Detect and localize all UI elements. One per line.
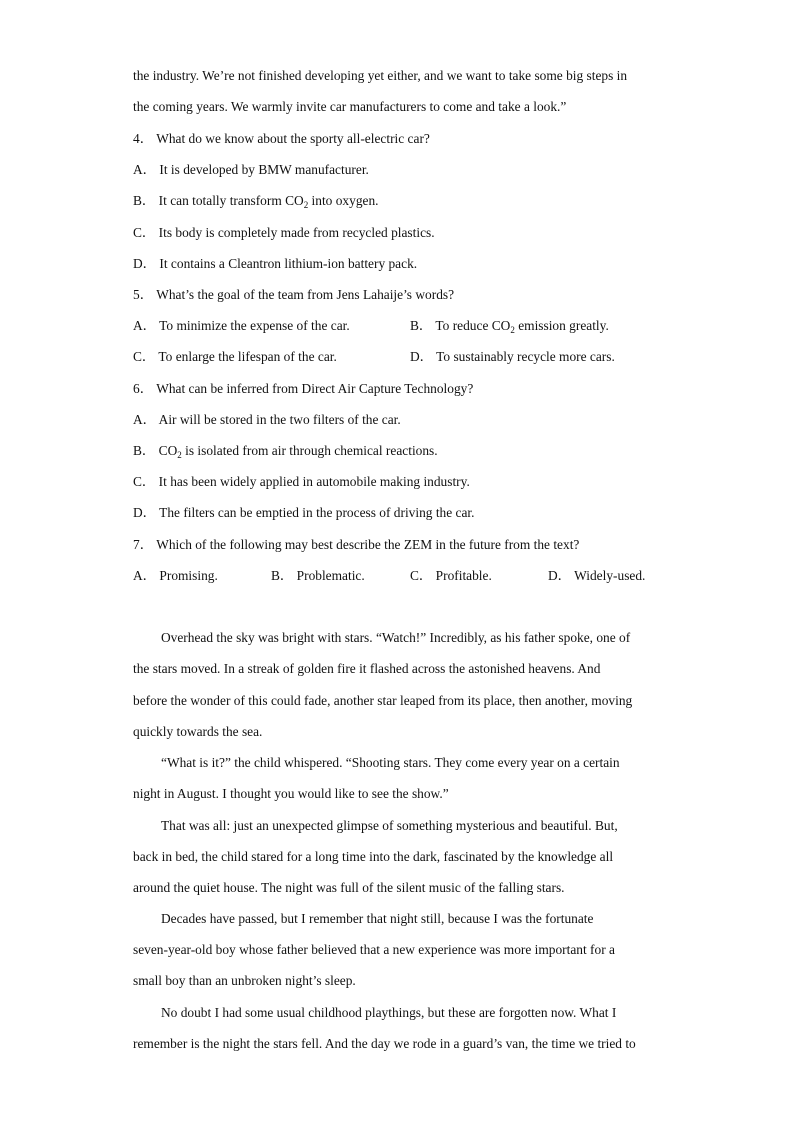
question-4-option-b: B． It can totally transform $CO_2$ into oxygen. — [133, 193, 379, 210]
question-4-stem: 4． What do we know about the sporty all-electric car? — [133, 131, 430, 146]
passage-line: quickly towards the sea. — [133, 724, 263, 739]
question-7-option-c: C． Profitable. — [410, 568, 492, 583]
question-6-option-c: C． It has been widely applied in automobile making industry. — [133, 474, 470, 489]
question-6-option-a: A． Air will be stored in the two filters of the car. — [133, 412, 401, 427]
question-7-option-d: D． Widely-used. — [548, 568, 646, 583]
passage-line: night in August. I thought you would like to see the show.” — [133, 786, 449, 801]
question-5-stem: 5． What’s the goal of the team from Jens Lahaije’s words? — [133, 287, 455, 302]
question-5-option-a: A． To minimize the expense of the car. — [133, 318, 350, 333]
passage-line: before the wonder of this could fade, another star leaped from its place, then another, moving — [133, 693, 633, 708]
question-5-option-c: C． To enlarge the lifespan of the car. — [133, 349, 337, 364]
question-6-option-d: D． The filters can be emptied in the process of driving the car. — [133, 505, 475, 520]
passage-line: No doubt I had some usual childhood playthings, but these are forgotten now. What I — [161, 1005, 617, 1020]
passage-line: remember is the night the stars fell. And the day we rode in a guard’s van, the time we tried to — [133, 1036, 636, 1051]
passage-line: seven-year-old boy whose father believed that a new experience was more important for a — [133, 942, 615, 957]
passage-line: Overhead the sky was bright with stars. “Watch!” Incredibly, as his father spoke, one of — [161, 630, 631, 645]
passage-line: the coming years. We warmly invite car manufacturers to come and take a look.” — [133, 99, 567, 114]
passage-line: Decades have passed, but I remember that night still, because I was the fortunate — [161, 911, 594, 926]
passage-line: back in bed, the child stared for a long time into the dark, fascinated by the knowledge all — [133, 849, 614, 864]
question-7-stem: 7． Which of the following may best describe the ZEM in the future from the text? — [133, 537, 580, 552]
passage-line: small boy than an unbroken night’s sleep. — [133, 973, 356, 988]
question-5-option-b: B． To reduce $CO_2$ emission greatly. — [410, 318, 609, 335]
question-6-option-b: B． $CO_2$ is isolated from air through chemical reactions. — [133, 443, 438, 460]
passage-line: “What is it?” the child whispered. “Shooting stars. They come every year on a certain — [161, 755, 620, 770]
question-6-stem: 6． What can be inferred from Direct Air Capture Technology? — [133, 381, 474, 396]
passage-line: around the quiet house. The night was full of the silent music of the falling stars. — [133, 880, 565, 895]
question-5-option-d: D． To sustainably recycle more cars. — [410, 349, 615, 364]
passage-line: the industry. We’re not finished developing yet either, and we want to take some big steps in — [133, 68, 628, 83]
question-4-option-d: D． It contains a Cleantron lithium-ion battery pack. — [133, 256, 418, 271]
question-4-option-a: A． It is developed by BMW manufacturer. — [133, 162, 369, 177]
passage-line: the stars moved. In a streak of golden fire it flashed across the astonished heavens. And — [133, 661, 601, 676]
passage-line: That was all: just an unexpected glimpse of something mysterious and beautiful. But, — [161, 818, 618, 833]
question-7-option-b: B． Problematic. — [271, 568, 365, 583]
question-7-option-a: A． Promising. — [133, 568, 218, 583]
question-4-option-c: C． Its body is completely made from recycled plastics. — [133, 225, 435, 240]
